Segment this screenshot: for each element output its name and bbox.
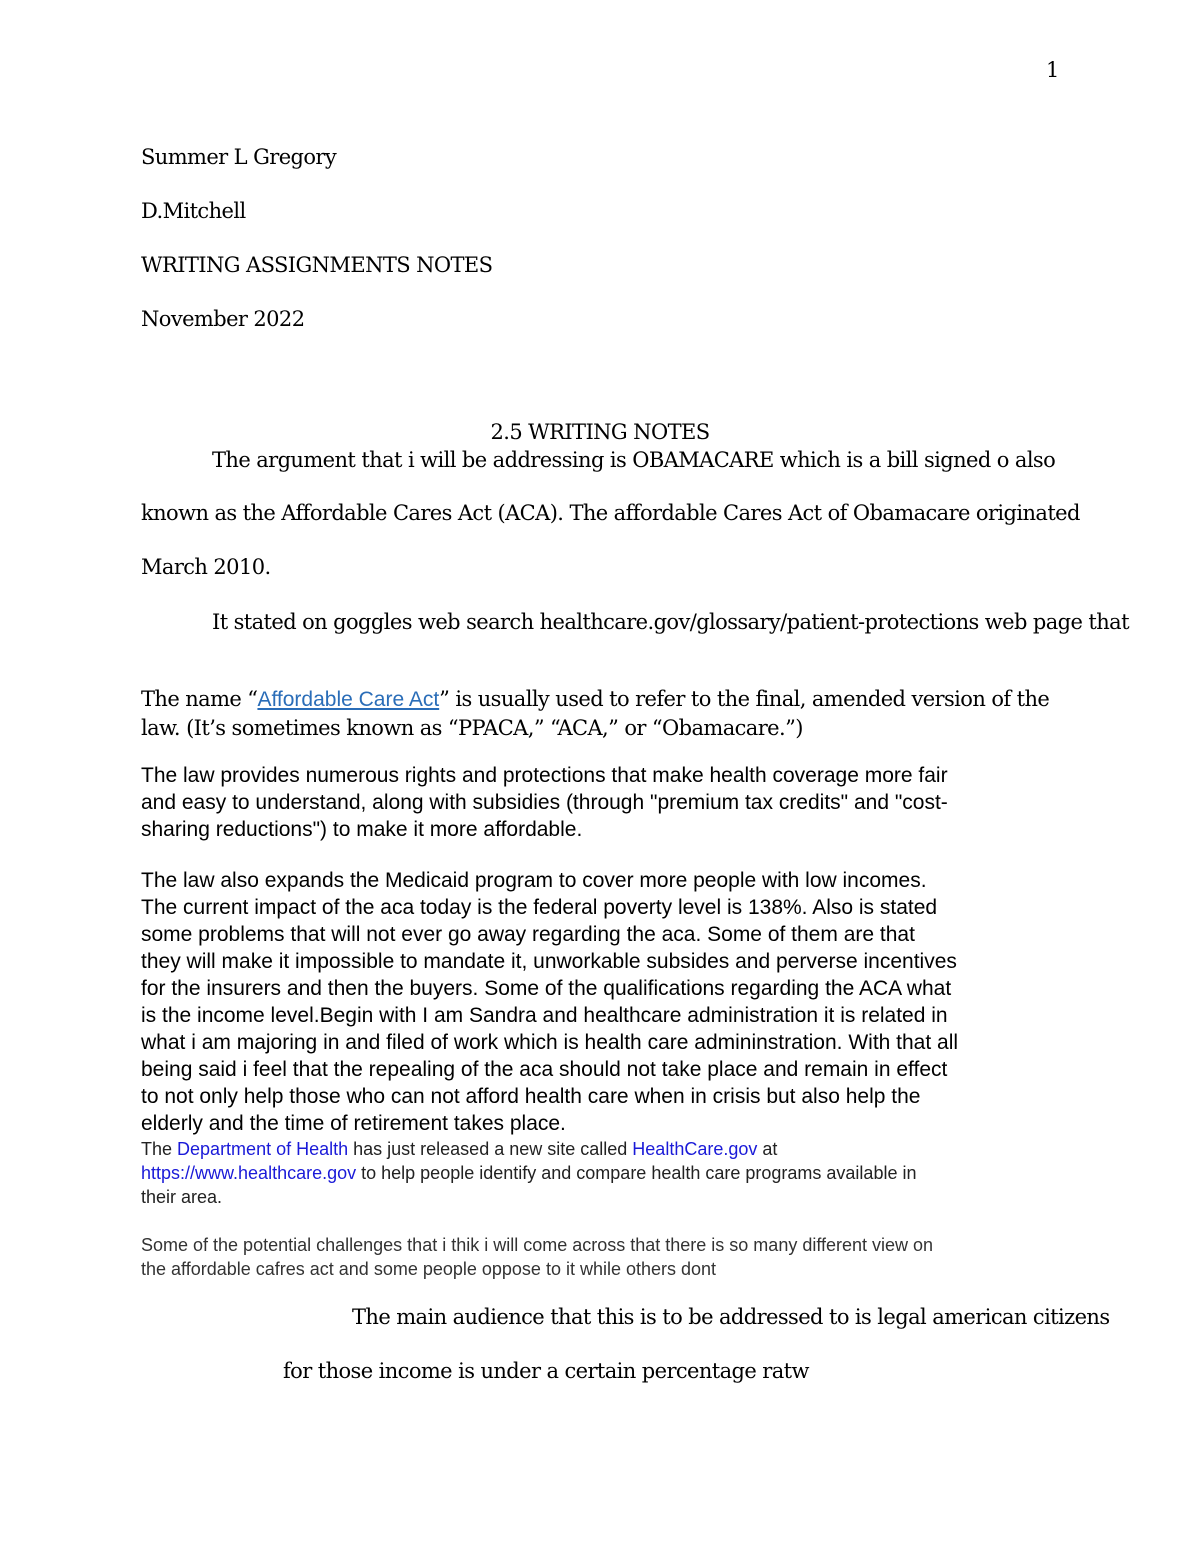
quote-line [141, 715, 1061, 744]
author-name: Summer L Gregory [141, 145, 337, 169]
quote-suffix: ” is usually used to refer to the final, amended version of the [439, 687, 1050, 711]
paragraph-line: being said i feel that the repealing of the aca should not take place and remain in effect [141, 1058, 948, 1081]
quoted-definition [141, 686, 1061, 744]
affordable-care-act-link[interactable]: Affordable Care Act [257, 688, 440, 711]
section-heading: 2.5 WRITING NOTES [490, 420, 710, 444]
source-line: It stated on goggles web search healthcare.gov/glossary/patient-protections web page that [212, 610, 1129, 634]
healthcare-gov-link[interactable]: HealthCare.gov [632, 1139, 758, 1159]
paragraph-line: Some of the potential challenges that i thik i will come across that there is so many different view on [141, 1235, 934, 1255]
paragraph-line: is the income level.Begin with I am Sandra and healthcare administration it is related in [141, 1004, 948, 1027]
intro-line: March 2010. [141, 555, 271, 579]
course-title: WRITING ASSIGNMENTS NOTES [141, 253, 493, 277]
quote-text: law. (It’s sometimes known as “PPACA,” “ACA,” or “Obamacare.”) [141, 716, 803, 740]
paragraph-challenges [141, 1233, 1071, 1281]
paragraph-line: elderly and the time of retirement takes place. [141, 1112, 566, 1135]
paragraph-line: sharing reductions") to make it more affordable. [141, 818, 583, 841]
dept-text: at [757, 1139, 778, 1159]
healthcare-url-link[interactable]: https://www.healthcare.gov [141, 1163, 357, 1183]
department-of-health-link[interactable]: Department of Health [177, 1139, 349, 1159]
paragraph-line: The current impact of the aca today is the federal poverty level is 138%. Also is stated [141, 896, 938, 919]
paragraph-line: they will make it impossible to mandate it, unworkable subsides and perverse incentives [141, 950, 957, 973]
quote-line [141, 686, 1061, 715]
instructor-name: D.Mitchell [141, 199, 246, 223]
paragraph-line: and easy to understand, along with subsidies (through "premium tax credits" and "cost- [141, 791, 948, 814]
paragraph-line: the affordable cafres act and some people oppose to it while others dont [141, 1259, 717, 1279]
paragraph-department [141, 1137, 1071, 1209]
intro-line: The argument that i will be addressing is OBAMACARE which is a bill signed o also [212, 448, 1056, 472]
page-number: 1 [1046, 58, 1059, 82]
paragraph-line [141, 1137, 1071, 1161]
dept-text: The [141, 1139, 178, 1159]
paragraph-line: The law also expands the Medicaid program to cover more people with low incomes. [141, 869, 927, 892]
dept-text: to help people identify and compare health care programs available in [356, 1163, 917, 1183]
paragraph-rights [141, 762, 1071, 843]
audience-line: The main audience that this is to be addressed to is legal american citizens [352, 1305, 1110, 1329]
paragraph-line: some problems that will not ever go away regarding the aca. Some of them are that [141, 923, 915, 946]
paragraph-line: what i am majoring in and filed of work which is health care admininstration. With that all [141, 1031, 959, 1054]
paragraph-line: to not only help those who can not afford health care when in crisis but also help the [141, 1085, 921, 1108]
dept-text: has just released a new site called [348, 1139, 633, 1159]
intro-line: known as the Affordable Cares Act (ACA). The affordable Cares Act of Obamacare originated [141, 501, 1080, 525]
audience-line: for those income is under a certain percentage ratw [283, 1359, 809, 1383]
quote-prefix: The name “ [141, 687, 258, 711]
paragraph-line: their area. [141, 1187, 223, 1207]
document-date: November 2022 [141, 307, 305, 331]
paragraph-line: The law provides numerous rights and protections that make health coverage more fair [141, 764, 948, 787]
paragraph-medicaid [141, 867, 1071, 1137]
paragraph-line: for the insurers and then the buyers. Some of the qualifications regarding the ACA what [141, 977, 952, 1000]
paragraph-line [141, 1161, 1071, 1185]
